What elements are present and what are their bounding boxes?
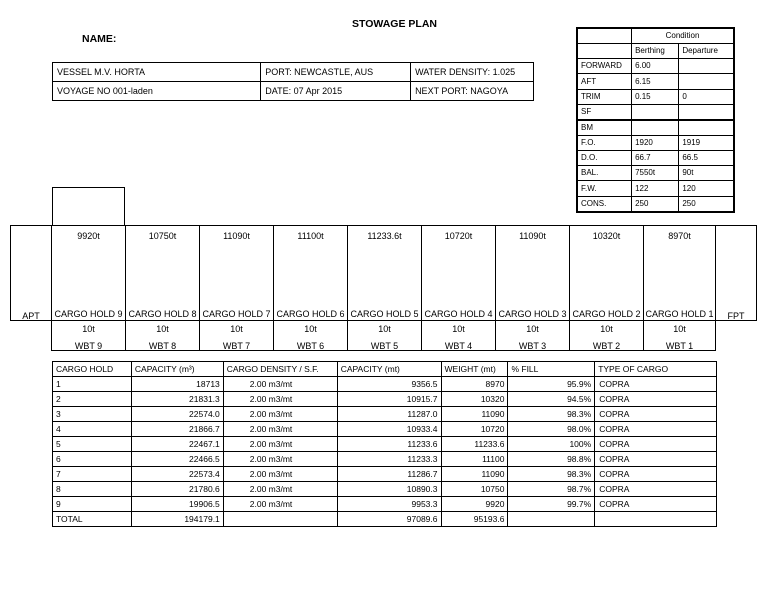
cargo-cell: 10890.3: [337, 482, 441, 497]
condition-title-row: [577, 28, 734, 43]
cargo-hold: [496, 226, 570, 321]
condition-cell: [632, 120, 679, 135]
cargo-col-header: CARGO DENSITY / S.F.: [223, 362, 337, 377]
wbt-cell: [570, 321, 644, 351]
condition-title: Condition: [632, 28, 734, 43]
cargo-row: [53, 482, 717, 497]
cargo-cell: 22574.0: [131, 407, 223, 422]
cargo-cell: 10933.4: [337, 422, 441, 437]
info-row: [53, 82, 534, 101]
condition-row: [577, 74, 734, 89]
cargo-cell: 8970: [441, 377, 508, 392]
cargo-table: [52, 361, 717, 527]
wbt-cell: [496, 321, 570, 351]
wbt-name: WBT 9: [74, 341, 103, 351]
hold-name: CARGO HOLD 4: [424, 309, 493, 319]
cargo-col-header: CARGO HOLD: [53, 362, 132, 377]
cargo-total-row: [53, 512, 717, 527]
hold-weight: 10720t: [444, 231, 473, 241]
info-row: [53, 63, 534, 82]
cargo-cell: 2.00 m3/mt: [223, 377, 337, 392]
condition-row: [577, 135, 734, 150]
cargo-cell: COPRA: [595, 437, 717, 452]
condition-row-label: AFT: [577, 74, 632, 89]
condition-cell: 120: [679, 181, 734, 196]
cargo-row: [53, 377, 717, 392]
cargo-cell: COPRA: [595, 452, 717, 467]
cargo-col-header: TYPE OF CARGO: [595, 362, 717, 377]
cargo-cell: 98.0%: [508, 422, 595, 437]
hold-weight: 8970t: [668, 231, 691, 241]
hold-weight: 11090t: [519, 231, 546, 241]
cargo-cell: COPRA: [595, 482, 717, 497]
cargo-cell: 2.00 m3/mt: [223, 437, 337, 452]
condition-row: [577, 181, 734, 196]
cargo-cell: 2: [53, 392, 132, 407]
info-cell: WATER DENSITY: 1.025: [411, 63, 534, 82]
condition-col-header: Berthing: [632, 43, 679, 58]
cargo-cell: COPRA: [595, 392, 717, 407]
cargo-cell: 2.00 m3/mt: [223, 482, 337, 497]
cargo-cell: 11090: [441, 407, 508, 422]
wbt-weight: 10t: [156, 324, 169, 334]
cargo-hold: [570, 226, 644, 321]
cargo-cell: 194179.1: [131, 512, 223, 527]
condition-cell: 122: [632, 181, 679, 196]
hold-weight: 11100t: [297, 231, 324, 241]
condition-row: [577, 120, 734, 135]
cargo-cell: 2.00 m3/mt: [223, 452, 337, 467]
cargo-cell: 11090: [441, 467, 508, 482]
condition-cell: 1920: [632, 135, 679, 150]
hold-name: CARGO HOLD 5: [350, 309, 419, 319]
cargo-hold: [200, 226, 274, 321]
cargo-cell: 19906.5: [131, 497, 223, 512]
cargo-cell: 2.00 m3/mt: [223, 497, 337, 512]
condition-cell: [679, 120, 734, 135]
condition-header-row: [577, 43, 734, 58]
cargo-col-header: % FILL: [508, 362, 595, 377]
info-cell: NEXT PORT: NAGOYA: [411, 82, 534, 101]
cargo-cell: 7: [53, 467, 132, 482]
cargo-cell: 2.00 m3/mt: [223, 467, 337, 482]
cargo-cell: 11287.0: [337, 407, 441, 422]
wbt-cell: [348, 321, 422, 351]
wbt-weight: 10t: [526, 324, 539, 334]
wbt-name: WBT 3: [518, 341, 547, 351]
wbt-weight: 10t: [82, 324, 95, 334]
cargo-cell: 18713: [131, 377, 223, 392]
info-cell: DATE: 07 Apr 2015: [261, 82, 411, 101]
wbt-name: WBT 6: [296, 341, 325, 351]
cargo-cell: COPRA: [595, 407, 717, 422]
cargo-cell: 10750: [441, 482, 508, 497]
condition-cell: [679, 74, 734, 89]
wbt-weight: 10t: [230, 324, 243, 334]
wbt-weight: 10t: [600, 324, 613, 334]
wbt-weight: 10t: [378, 324, 391, 334]
cargo-cell: 10720: [441, 422, 508, 437]
condition-row-label: F.W.: [577, 181, 632, 196]
cargo-cell: 22573.4: [131, 467, 223, 482]
cargo-cell: 2.00 m3/mt: [223, 422, 337, 437]
cargo-hold: [644, 226, 716, 321]
cargo-row: [53, 497, 717, 512]
cargo-col-header: WEIGHT (mt): [441, 362, 508, 377]
hold-name: CARGO HOLD 8: [128, 309, 197, 319]
cargo-cell: COPRA: [595, 422, 717, 437]
info-cell: VOYAGE NO 001-laden: [53, 82, 261, 101]
condition-row-label: CONS.: [577, 196, 632, 211]
cargo-cell: 95193.6: [441, 512, 508, 527]
cargo-cell: 95.9%: [508, 377, 595, 392]
cargo-hold: [274, 226, 348, 321]
cargo-row: [53, 467, 717, 482]
cargo-cell: 11233.3: [337, 452, 441, 467]
hold-name: CARGO HOLD 3: [498, 309, 567, 319]
blank-box: [52, 187, 125, 226]
hold-weight: 10750t: [148, 231, 177, 241]
cargo-cell: 9356.5: [337, 377, 441, 392]
cargo-cell: 9: [53, 497, 132, 512]
info-cell: VESSEL M.V. HORTA: [53, 63, 261, 82]
cargo-col-header: CAPACITY (mt): [337, 362, 441, 377]
cargo-cell: 8: [53, 482, 132, 497]
cargo-col-header: CAPACITY (m³): [131, 362, 223, 377]
apt-label: APT: [22, 311, 40, 321]
cargo-cell: 11286.7: [337, 467, 441, 482]
cargo-cell: 11100: [441, 452, 508, 467]
cargo-cell: 9920: [441, 497, 508, 512]
condition-cell: 7550t: [632, 166, 679, 181]
cargo-cell: [223, 512, 337, 527]
wbt-cell: [126, 321, 200, 351]
wbt-name: WBT 5: [370, 341, 399, 351]
condition-row: [577, 104, 734, 119]
cargo-cell: 10320: [441, 392, 508, 407]
condition-cell: 0.15: [632, 89, 679, 104]
cargo-cell: 100%: [508, 437, 595, 452]
condition-cell: 66.7: [632, 150, 679, 165]
cargo-cell: 11233.6: [337, 437, 441, 452]
condition-row-label: BM: [577, 120, 632, 135]
cargo-cell: 22467.1: [131, 437, 223, 452]
condition-cell: 0: [679, 89, 734, 104]
wbt-cell: [52, 321, 126, 351]
cargo-cell: TOTAL: [53, 512, 132, 527]
hold-name: CARGO HOLD 1: [645, 309, 714, 319]
condition-table: [576, 27, 735, 213]
cargo-cell: COPRA: [595, 497, 717, 512]
hold-name: CARGO HOLD 9: [54, 309, 123, 319]
cargo-hold: [348, 226, 422, 321]
condition-cell: 90t: [679, 166, 734, 181]
condition-row: [577, 89, 734, 104]
condition-cell: 66.5: [679, 150, 734, 165]
wbt-cell: [200, 321, 274, 351]
cargo-cell: 5: [53, 437, 132, 452]
cargo-cell: [508, 512, 595, 527]
page-title: STOWAGE PLAN: [352, 18, 437, 30]
cargo-row: [53, 422, 717, 437]
info-cell: PORT: NEWCASTLE, AUS: [261, 63, 411, 82]
cargo-hold: [126, 226, 200, 321]
voyage-info-table: [52, 62, 534, 101]
cargo-hold: [52, 226, 126, 321]
cargo-row: [53, 452, 717, 467]
wbt-name: WBT 4: [444, 341, 473, 351]
cargo-row: [53, 437, 717, 452]
cargo-cell: 4: [53, 422, 132, 437]
condition-row-label: SF: [577, 104, 632, 119]
condition-row-label: FORWARD: [577, 59, 632, 74]
cargo-cell: 21780.6: [131, 482, 223, 497]
condition-cell: 6.00: [632, 59, 679, 74]
hold-name: CARGO HOLD 6: [276, 309, 345, 319]
cargo-cell: 98.8%: [508, 452, 595, 467]
condition-row-label: F.O.: [577, 135, 632, 150]
name-label: NAME:: [82, 33, 117, 45]
cargo-cell: [595, 512, 717, 527]
cargo-cell: 94.5%: [508, 392, 595, 407]
cargo-row: [53, 407, 717, 422]
condition-row-label: D.O.: [577, 150, 632, 165]
cargo-cell: 2.00 m3/mt: [223, 392, 337, 407]
cargo-cell: 22466.5: [131, 452, 223, 467]
hold-name: CARGO HOLD 7: [202, 309, 271, 319]
wbt-cell: [422, 321, 496, 351]
hold-name: CARGO HOLD 2: [572, 309, 641, 319]
cargo-cell: 11233.6: [441, 437, 508, 452]
wbt-weight: 10t: [452, 324, 465, 334]
cargo-cell: 97089.6: [337, 512, 441, 527]
condition-cell: 1919: [679, 135, 734, 150]
hold-weight: 11233.6t: [367, 231, 402, 241]
condition-row: [577, 196, 734, 211]
cargo-cell: 98.3%: [508, 467, 595, 482]
cargo-cell: 9953.3: [337, 497, 441, 512]
cargo-cell: COPRA: [595, 377, 717, 392]
wbt-weight: 10t: [673, 324, 686, 334]
condition-row: [577, 59, 734, 74]
hold-weight: 9920t: [77, 231, 100, 241]
wbt-weight: 10t: [304, 324, 317, 334]
cargo-cell: 98.7%: [508, 482, 595, 497]
condition-row-label: TRIM: [577, 89, 632, 104]
cargo-cell: 2.00 m3/mt: [223, 407, 337, 422]
condition-row-label: BAL.: [577, 166, 632, 181]
cargo-cell: 21831.3: [131, 392, 223, 407]
condition-corner-cell: [577, 43, 632, 58]
cargo-cell: 99.7%: [508, 497, 595, 512]
cargo-cell: 21866.7: [131, 422, 223, 437]
cargo-row: [53, 392, 717, 407]
condition-row: [577, 150, 734, 165]
condition-cell: 250: [679, 196, 734, 211]
condition-cell: 6.15: [632, 74, 679, 89]
fpt-section: [716, 226, 756, 321]
condition-cell: [679, 59, 734, 74]
ship-profile: [10, 225, 757, 321]
hold-weight: 10320t: [592, 231, 621, 241]
cargo-header-row: [53, 362, 717, 377]
apt-section: [11, 226, 52, 321]
condition-corner-cell: [577, 28, 632, 43]
wbt-name: WBT 7: [222, 341, 251, 351]
wbt-name: WBT 1: [665, 341, 694, 351]
hold-weight: 11090t: [223, 231, 250, 241]
cargo-hold: [422, 226, 496, 321]
fpt-label: FPT: [727, 311, 745, 321]
condition-col-header: Departure: [679, 43, 734, 58]
condition-row: [577, 166, 734, 181]
wbt-cell: [274, 321, 348, 351]
condition-cell: [632, 104, 679, 119]
cargo-cell: 10915.7: [337, 392, 441, 407]
cargo-cell: 3: [53, 407, 132, 422]
wbt-name: WBT 2: [592, 341, 621, 351]
cargo-cell: 98.3%: [508, 407, 595, 422]
condition-cell: 250: [632, 196, 679, 211]
condition-cell: [679, 104, 734, 119]
wbt-row: [51, 321, 716, 351]
cargo-cell: COPRA: [595, 467, 717, 482]
wbt-name: WBT 8: [148, 341, 177, 351]
cargo-cell: 1: [53, 377, 132, 392]
cargo-cell: 6: [53, 452, 132, 467]
wbt-cell: [644, 321, 716, 351]
